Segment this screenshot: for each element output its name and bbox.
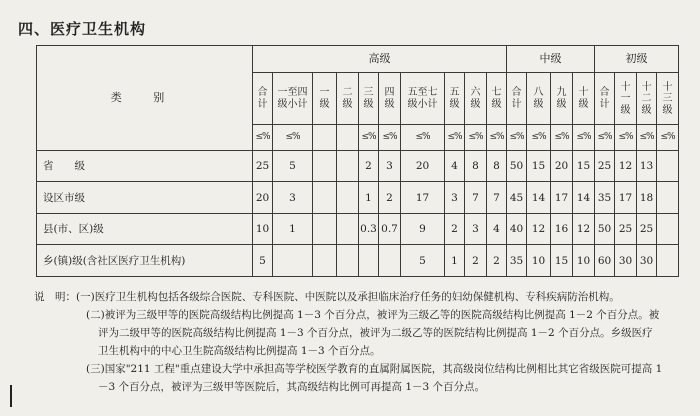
table-cell: 25 [595,150,615,182]
col-header: 五至七级小计 [401,73,445,125]
table-cell: 15 [573,150,595,182]
group-header-mid: 中级 [507,46,595,73]
table-cell: 0.7 [379,213,401,245]
col-header: 九级 [551,73,573,125]
table-cell [379,245,401,277]
table-cell [337,245,359,277]
table-row [37,245,679,277]
notes-section [34,288,674,396]
notes-lead: 说 明： [34,291,76,303]
table-cell: 1 [273,213,313,245]
table-cell: 3 [379,150,401,182]
unit-cell: ≤% [637,125,657,150]
col-header: 一至四级小计 [273,73,313,125]
table-cell [657,182,679,214]
page-title: 四、医疗卫生机构 [18,20,147,38]
table-cell: 45 [507,182,527,214]
table-cell: 1 [445,245,465,277]
col-header: 五级 [445,73,465,125]
col-header: 十二级 [637,73,657,125]
table-cell: 3 [445,182,465,214]
table-cell: 12 [615,150,637,182]
table-cell: 1 [359,182,379,214]
table-cell: 4 [487,213,507,245]
table-cell [273,245,313,277]
table-cell: 15 [551,245,573,277]
col-header: 三级 [359,73,379,125]
category-header: 类 别 [37,46,253,151]
note-2-line-1: (二)被评为三级甲等的医院高级结构比例提高 1－3 个百分点，被评为三级乙等的医院高级结构比例提高 1－2 个百分点。被 [86,309,660,321]
unit-cell [337,125,359,150]
table-cell: 7 [487,182,507,214]
col-header: 七级 [487,73,507,125]
table-cell [313,182,337,214]
col-header: 十级 [573,73,595,125]
table-cell: 25 [615,213,637,245]
col-header: 合计 [507,73,527,125]
table-cell: 14 [573,182,595,214]
col-header: 四级 [379,73,401,125]
table-cell: 25 [637,213,657,245]
unit-cell: ≤% [379,125,401,150]
table-cell: 9 [401,213,445,245]
table-cell: 2 [359,150,379,182]
table-cell [657,245,679,277]
table-cell: 10 [573,245,595,277]
table-cell: 3 [273,182,313,214]
table-cell: 60 [595,245,615,277]
table-cell [359,245,379,277]
table-cell: 7 [465,182,487,214]
table-cell: 13 [637,150,657,182]
unit-cell: ≤% [359,125,379,150]
table-cell [337,150,359,182]
table-cell: 14 [527,182,551,214]
group-header-junior: 初级 [595,46,679,73]
table-cell: 50 [507,150,527,182]
col-header: 六级 [465,73,487,125]
table-cell: 2 [465,245,487,277]
table-cell: 20 [551,150,573,182]
table-cell [337,213,359,245]
note-1: 说 明：(一)医疗卫生机构包括各级综合医院、专科医院、中医院以及承担临床治疗任务的妇幼保健机构、专科疾病防治机构。 [34,291,620,303]
col-header: 八级 [527,73,551,125]
table-cell: 18 [637,182,657,214]
table-cell: 2 [379,182,401,214]
unit-cell: ≤% [401,125,445,150]
table-cell: 5 [273,150,313,182]
table-cell: 2 [445,213,465,245]
col-header: 合计 [595,73,615,125]
table-cell [657,150,679,182]
table-cell: 4 [445,150,465,182]
col-header: 十一级 [615,73,637,125]
table-cell: 12 [527,213,551,245]
table-cell: 3 [465,213,487,245]
table-cell: 16 [551,213,573,245]
table-cell: 12 [573,213,595,245]
unit-cell: ≤% [551,125,573,150]
table-cell [337,182,359,214]
table-cell [313,245,337,277]
col-header: 二级 [337,73,359,125]
unit-cell: ≤% [657,125,679,150]
row-label: 乡(镇)级(含社区医疗卫生机构) [37,245,253,277]
table-row [37,213,679,245]
note-3-line-1: (三)国家"211 工程"重点建设大学中承担高等学校医学教育的直属附属医院，其高级岗位结构比例相比其它省级医院可提高 1 [86,363,663,375]
table-row [37,150,679,182]
row-label: 省 级 [37,150,253,182]
table-cell: 35 [507,245,527,277]
table-cell: 17 [401,182,445,214]
unit-cell: ≤% [527,125,551,150]
table-cell: 20 [401,150,445,182]
note-2-line-3: 卫生机构中的中心卫生院高级结构比例提高 1－3 个百分点。 [98,345,381,357]
table-cell: 5 [401,245,445,277]
table-cell [313,213,337,245]
table-cell: 10 [527,245,551,277]
unit-cell: ≤% [595,125,615,150]
note-2-line-2: 评为二级甲等的医院高级结构比例提高 1－3 个百分点，被评为二级乙等的医院结构比例提高 1－2 个百分点。乡级医疗 [98,327,653,339]
table-cell: 50 [595,213,615,245]
col-header: 一级 [313,73,337,125]
table-cell [313,150,337,182]
table-cell: 17 [551,182,573,214]
table-cell: 0.3 [359,213,379,245]
unit-cell [313,125,337,150]
unit-cell: ≤% [507,125,527,150]
table-cell: 2 [487,245,507,277]
table-cell: 5 [253,245,273,277]
col-header: 合计 [253,73,273,125]
table-cell: 35 [595,182,615,214]
group-header-high: 高级 [253,46,507,73]
table-cell: 30 [637,245,657,277]
table-cell: 40 [507,213,527,245]
table-cell: 8 [487,150,507,182]
table-cell: 20 [253,182,273,214]
unit-cell: ≤% [615,125,637,150]
unit-cell: ≤% [273,125,313,150]
unit-cell: ≤% [573,125,595,150]
table-cell: 17 [615,182,637,214]
unit-cell: ≤% [445,125,465,150]
table-cell: 25 [253,150,273,182]
margin-mark [10,385,12,407]
table-cell [657,213,679,245]
note-3-line-2: －3 个百分点，被评为三级甲等医院后，其高级结构比例可再提高 1－3 个百分点。 [98,381,486,393]
row-label: 设区市级 [37,182,253,214]
row-label: 县(市、区)级 [37,213,253,245]
table-cell: 10 [253,213,273,245]
staffing-ratio-table [36,45,679,277]
unit-cell: ≤% [487,125,507,150]
table-cell: 15 [527,150,551,182]
unit-cell: ≤% [465,125,487,150]
table-cell: 30 [615,245,637,277]
table-cell: 8 [465,150,487,182]
table-row [37,182,679,214]
col-header: 十三级 [657,73,679,125]
unit-cell: ≤% [253,125,273,150]
